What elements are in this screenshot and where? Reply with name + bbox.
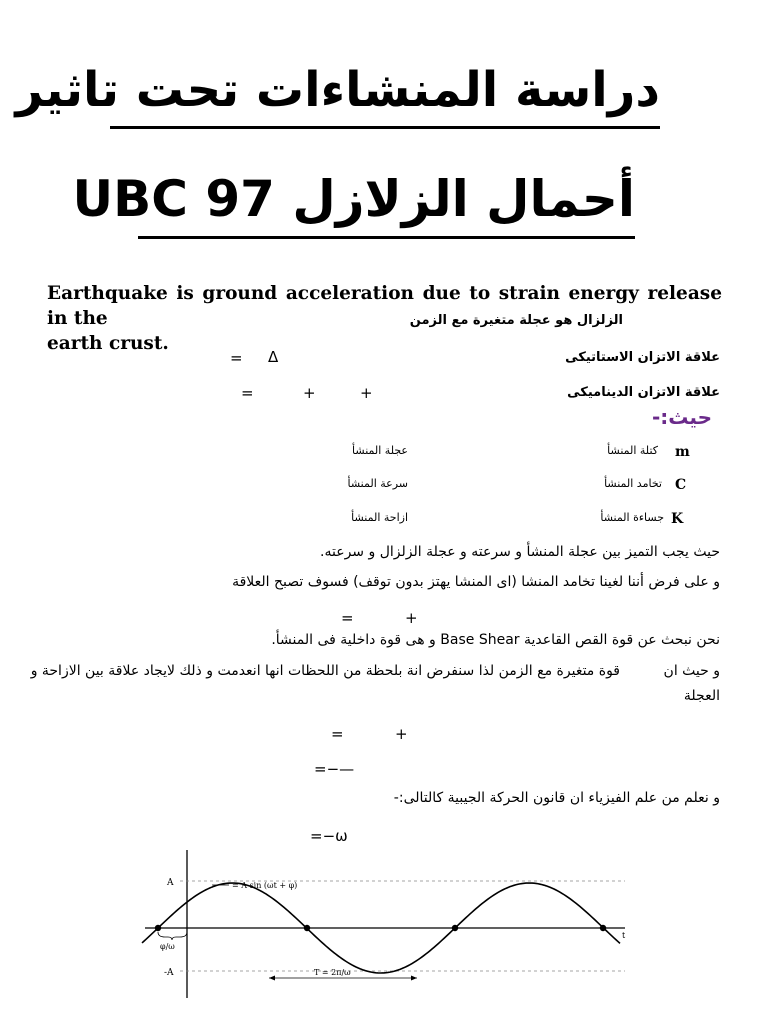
- title-underline-1: [110, 126, 660, 129]
- intro-arabic-definition: الزلزال هو عجلة متغيرة مع الزمن: [409, 313, 623, 328]
- dynamic-plus-2: +: [360, 384, 373, 402]
- eq3-equals: =: [341, 609, 354, 627]
- eq4-equals: =: [331, 725, 344, 743]
- static-delta: Δ: [268, 348, 279, 366]
- sine-wave-graph: [140, 848, 640, 998]
- zero-crossing-point: [155, 925, 161, 931]
- zero-crossing-point: [452, 925, 458, 931]
- eq6: =−ω: [310, 827, 348, 845]
- title-underline-2: [138, 236, 635, 239]
- dynamic-plus-1: +: [303, 384, 316, 402]
- graph-axis-t-label: t: [622, 931, 626, 940]
- static-equals: =: [230, 349, 243, 367]
- dynamic-equals: =: [241, 384, 254, 402]
- def-symbol-m: m: [675, 444, 690, 460]
- paragraph-4-main: قوة متغيرة مع الزمن لذا سنفرض انة بلحظة من اللحظات انها انعدمت و ذلك لايجاد علاقة بين الازاحة و: [30, 663, 620, 679]
- title-line-2: أحمال الزلازل UBC 97: [72, 170, 635, 228]
- def-meaning-c: تخامد المنشأ: [604, 477, 662, 490]
- dynamic-label: علاقة الاتزان الديناميكى: [567, 385, 720, 400]
- def-meaning-k: جساءة المنشأ: [600, 511, 664, 524]
- def-symbol-c: C: [675, 477, 687, 493]
- graph-background: [140, 848, 640, 998]
- eq4-plus: +: [395, 725, 408, 743]
- intro-english-line1: Earthquake is ground acceleration due to strain energy release in the: [47, 283, 722, 329]
- graph-phase-label: φ/ω: [160, 942, 175, 951]
- def-meaning-m: كتلة المنشأ: [607, 444, 658, 457]
- graph-formula: = A sin (ωt + φ): [232, 881, 298, 890]
- paragraph-5: و نعلم من علم الفيزياء ان قانون الحركة الجيبية كالتالى:-: [393, 790, 720, 806]
- paragraph-4-start: و حيث ان: [663, 663, 720, 679]
- zero-crossing-point: [600, 925, 606, 931]
- paragraph-4-line2: العجلة: [683, 688, 720, 704]
- paragraph-3: نحن نبحث عن قوة القص القاعدية Base Shear و هى قوة داخلية فى المنشأ.: [271, 632, 720, 648]
- eq5: =−—: [314, 760, 355, 778]
- def-pair-velocity: سرعة المنشأ: [347, 477, 408, 490]
- title-line-1: دراسة المنشاءات تحت تاثير: [15, 62, 660, 118]
- where-label: حيث:-: [651, 405, 712, 429]
- def-pair-acceleration: عجلة المنشأ: [352, 444, 408, 457]
- graph-label-A: A: [167, 878, 174, 888]
- zero-crossing-point: [304, 925, 310, 931]
- graph-period-label: T = 2π/ω: [314, 968, 351, 977]
- def-pair-displacement: ازاحة المنشأ: [351, 511, 408, 524]
- intro-english-line2: earth crust.: [47, 333, 169, 354]
- def-symbol-k: K: [671, 511, 684, 527]
- eq3-plus: +: [405, 609, 418, 627]
- paragraph-1: حيث يجب التميز بين عجلة المنشأ و سرعته و عجلة الزلزال و سرعته.: [320, 544, 720, 560]
- paragraph-2: و على فرض أننا لغينا تخامد المنشا (اى المنشا يهتز بدون توقف) فسوف تصبح العلاقة: [232, 574, 720, 590]
- graph-label-negA: -A: [164, 968, 174, 978]
- static-label: علاقة الاتزان الاستاتيكى: [565, 350, 720, 365]
